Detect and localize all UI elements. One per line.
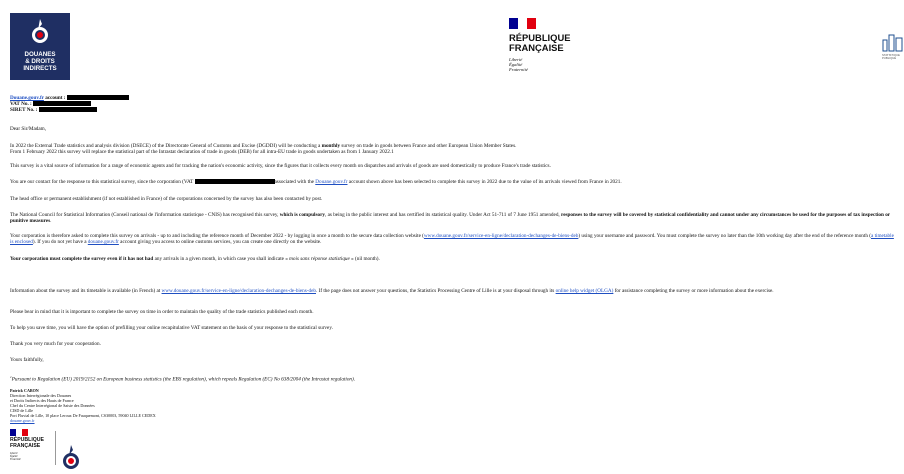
p7-bold: Your corporation must complete the survey even if it has not had <box>10 256 154 262</box>
douanes-logo <box>10 13 70 80</box>
stat-logo-line-2: PUBLIQUE <box>882 56 897 60</box>
signature-line-3: Chef du Centre Interrégional de Saisie des Données <box>10 403 95 408</box>
siret-line <box>10 107 895 113</box>
p8-text: Information about the survey and its timetable is available (in French) at <box>10 288 162 294</box>
paragraph-3 <box>10 179 895 185</box>
p8-text-end: for assistance completing the survey or more information about the exercise. <box>613 288 774 294</box>
p3-text-mid: associated with the <box>274 179 316 185</box>
statistique-publique-icon <box>882 34 904 52</box>
p7-text: any arrivals in a given month, in which case you shall indicate « <box>153 256 290 262</box>
footer-rf-motto-2: Égalité <box>10 455 18 458</box>
p1-text-end: survey on trade in goods between France and other European Union Member States. <box>340 143 517 149</box>
signature-name: Patrick CABON <box>10 388 39 393</box>
signature-line-2: et Droits Indirects des Hauts de France <box>10 398 74 403</box>
footer-rf-logo <box>10 429 60 471</box>
footer-douanes-emblem-icon <box>61 443 81 469</box>
douanes-emblem-icon <box>30 17 50 43</box>
douane-account-link[interactable]: Douane.gouv.fr <box>10 95 44 101</box>
rf-title-line-1: RÉPUBLIQUE <box>509 32 571 43</box>
closing: Yours faithfully, <box>10 357 44 363</box>
rf-motto-line-1: Liberté <box>509 57 523 62</box>
footer-rf-title-2: FRANÇAISE <box>10 443 41 449</box>
redacted-siret <box>39 107 97 112</box>
p7-italic: mois sans réponse statistique <box>289 256 350 262</box>
signature-line-5: Port Fluvial de Lille, 10 place Leroux De Fauquemont, CS30003, 59040 LILLE CEDEX <box>10 413 156 418</box>
rf-motto-line-2: Égalité <box>509 62 523 67</box>
paragraph-10: To help you save time, you will have the option of prefilling your online recapitulative VAT statement on the basis of your response to the statistical survey. <box>10 325 333 331</box>
p6-douane-link[interactable]: douane.gouv.fr <box>87 239 119 246</box>
douanes-logo-line-3: INDIRECTS <box>23 65 57 72</box>
p5-bold-compulsory: which is compulsory <box>279 212 325 218</box>
douanes-logo-line-2: & DROITS <box>25 58 55 65</box>
p6-text-mid: ) using your username and password. You must complete the survey no later than the 10th working day after the end of the reference month ( <box>578 233 871 239</box>
paragraph-7 <box>10 256 895 262</box>
douanes-logo-line-1: DOUANES <box>24 51 56 58</box>
footer-rf-motto-1: Liberté <box>10 452 18 455</box>
p5-text-mid: , as being in the public interest and has certified its statistical quality. Under Act 51-711 of 7 June 1951 amended, <box>324 212 562 218</box>
footnote-text: Pursuant to Regulation (EU) 2019/2152 on European business statistics (the EBS regulation), which repeals Regulation (EC) No 638/2004 (the Intrastat regulation). <box>11 376 356 383</box>
signature-douane-link[interactable]: douane.gouv.fr <box>10 418 35 423</box>
p6-text: Your corporation is therefore asked to complete this survey on arrivals - up to and including the reference month of December 2022 - by logging in once a month to the secure data collection website ( <box>10 233 424 239</box>
rf-title-line-2: FRANÇAISE <box>509 42 564 53</box>
p7-text-end: » (nil month). <box>349 256 380 262</box>
footer-divider <box>55 431 56 465</box>
french-flag-icon <box>509 18 536 29</box>
p5-bold-confidentiality: responses to the survey will be covered by statistical confidentiality and cannot under any circumstances be used for the purposes of tax inspection or punitive measures <box>10 212 890 225</box>
greeting: Dear Sir/Madam, <box>10 126 47 132</box>
footer-rf-title-1: RÉPUBLIQUE <box>10 437 45 443</box>
p6-text-end: account giving you access to online customs services, you can create one directly on the website. <box>118 239 322 246</box>
signature-line-4: CISD de Lille <box>10 408 33 413</box>
p1-text: In 2022 the External Trade statistics and analysis division (DSECE) of the Directorate General of Customs and Excise (DGDDI) will be conducting a <box>10 143 322 149</box>
footer-french-flag-icon <box>10 429 28 436</box>
signature-line-1: Direction Interrégionale des Douanes <box>10 393 72 398</box>
rf-motto-line-3: Fraternité <box>509 67 528 72</box>
vat-label: VAT No. : <box>10 101 32 107</box>
p8-deb-link[interactable]: www.douane.gouv.fr/service-en-ligne/declaration-dechanges-de-biens-deb <box>161 288 316 294</box>
paragraph-2: This survey is a vital source of information for a range of economic agents and for tracking the nation's economic activity, since the figures that it collects every month on dispatches and arrivals of goods are used domestically to produce France's trade statistics. <box>10 163 551 169</box>
paragraph-4: The head office or permanent establishment (if not established in France) of the corporations concerned by the survey has also been contacted by post. <box>10 196 323 202</box>
p8-olga-link[interactable]: online help widget (OLGA) <box>555 288 614 294</box>
p1-bold: monthly <box>321 143 341 149</box>
redacted-account <box>67 95 129 100</box>
p6-deb-link[interactable]: www.douane.gouv.fr/service-en-ligne/declaration-dechanges-de-biens-deb <box>423 233 579 239</box>
footer-rf-motto-3: Fraternité <box>10 458 21 461</box>
paragraph-9: Please bear in mind that it is important to complete the survey on time in order to maintain the quality of the trade statistics published each month. <box>10 309 314 315</box>
p3-douane-link[interactable]: Douane.gouv.fr <box>315 179 348 185</box>
paragraph-1 <box>10 143 895 156</box>
redacted-vat-inline <box>195 179 275 184</box>
p8-text-mid: . If the page does not answer your questions, the Statistics Processing Centre of Lille is at your disposal through its <box>316 288 556 294</box>
p6-timetable-link[interactable]: a timetable is enclosed <box>10 233 894 246</box>
p3-text-end: account shown above has been selected to complete this survey in 2022 due to the value of its arrivals viewed from France in 2021. <box>347 179 622 185</box>
footnote-mark: 1 <box>10 375 12 379</box>
p5-period: . <box>50 218 52 225</box>
account-label: account : <box>43 95 66 101</box>
p3-text: You are our contact for the response to this statistical survey, since the corporation (VAT <box>10 179 195 185</box>
p5-text: The National Council for Statistical Information (Conseil national de l'information statistique - CNIS) has recognised this survey, <box>10 212 280 218</box>
paragraph-8 <box>10 288 895 294</box>
paragraph-5 <box>10 212 895 225</box>
p1-second-line: From 1 February 2022 this survey will replace the statistical part of the Intrastat declaration of trade in goods (DEB) for all intra-EU trade in goods undertaken as from 1 January 2022.1 <box>10 149 394 156</box>
siret-label: SIRET No. : <box>10 107 38 113</box>
paragraph-11: Thank you very much for your cooperation. <box>10 341 101 347</box>
p6-text-mid2: ). If you do not yet have a <box>32 239 88 246</box>
paragraph-6 <box>10 233 895 246</box>
statistique-publique-logo <box>882 34 904 64</box>
footnote <box>10 374 895 383</box>
redacted-vat <box>33 101 91 106</box>
stat-logo-line-1: STATISTIQUE <box>882 53 900 57</box>
